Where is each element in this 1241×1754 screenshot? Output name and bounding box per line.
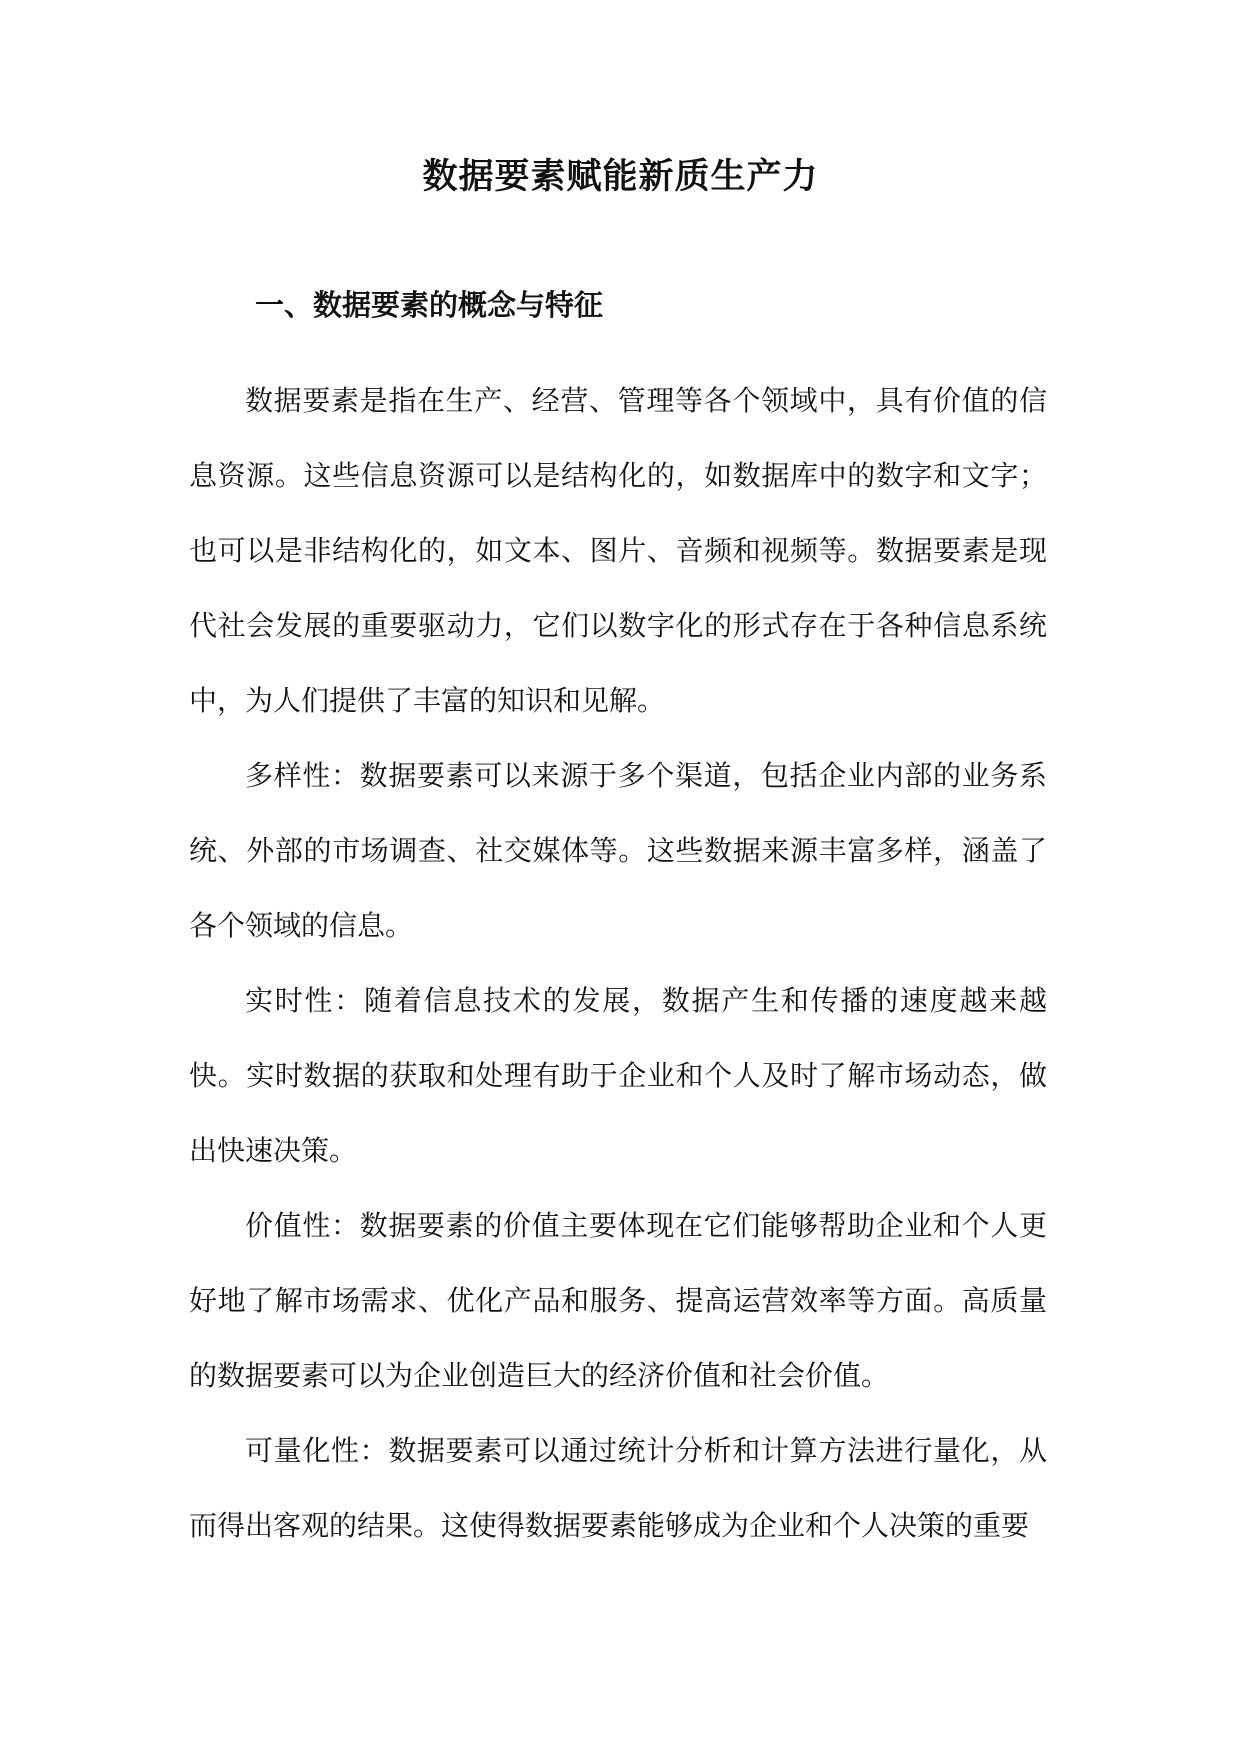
paragraph-value: 价值性：数据要素的价值主要体现在它们能够帮助企业和个人更好地了解市场需求、优化产品和服务、提高运营效率等方面。高质量的数据要素可以为企业创造巨大的经济价值和社会价值。 [189, 1209, 1047, 1392]
section-heading: 一、数据要素的概念与特征 [255, 288, 604, 322]
paragraph-definition: 数据要素是指在生产、经营、管理等各个领域中，具有价值的信息资源。这些信息资源可以是结构化的，如数据库中的数字和文字；也可以是非结构化的，如文本、图片、音频和视频等。数据要素是现代社会发展的重要驱动力，它们以数字化的形式存在于各种信息系统中，为人们提供了丰富的知识和见解。 [189, 384, 1047, 717]
paragraph-realtime: 实时性：随着信息技术的发展，数据产生和传播的速度越来越快。实时数据的获取和处理有助于企业和个人及时了解市场动态，做出快速决策。 [189, 984, 1047, 1167]
document-title: 数据要素赋能新质生产力 [422, 157, 819, 197]
paragraph-quantifiable: 可量化性：数据要素可以通过统计分析和计算方法进行量化，从而得出客观的结果。这使得数据要素能够成为企业和个人决策的重要 [189, 1434, 1047, 1542]
paragraph-diversity: 多样性：数据要素可以来源于多个渠道，包括企业内部的业务系统、外部的市场调查、社交媒体等。这些数据来源丰富多样，涵盖了各个领域的信息。 [189, 759, 1047, 942]
body-text [189, 363, 1047, 1563]
